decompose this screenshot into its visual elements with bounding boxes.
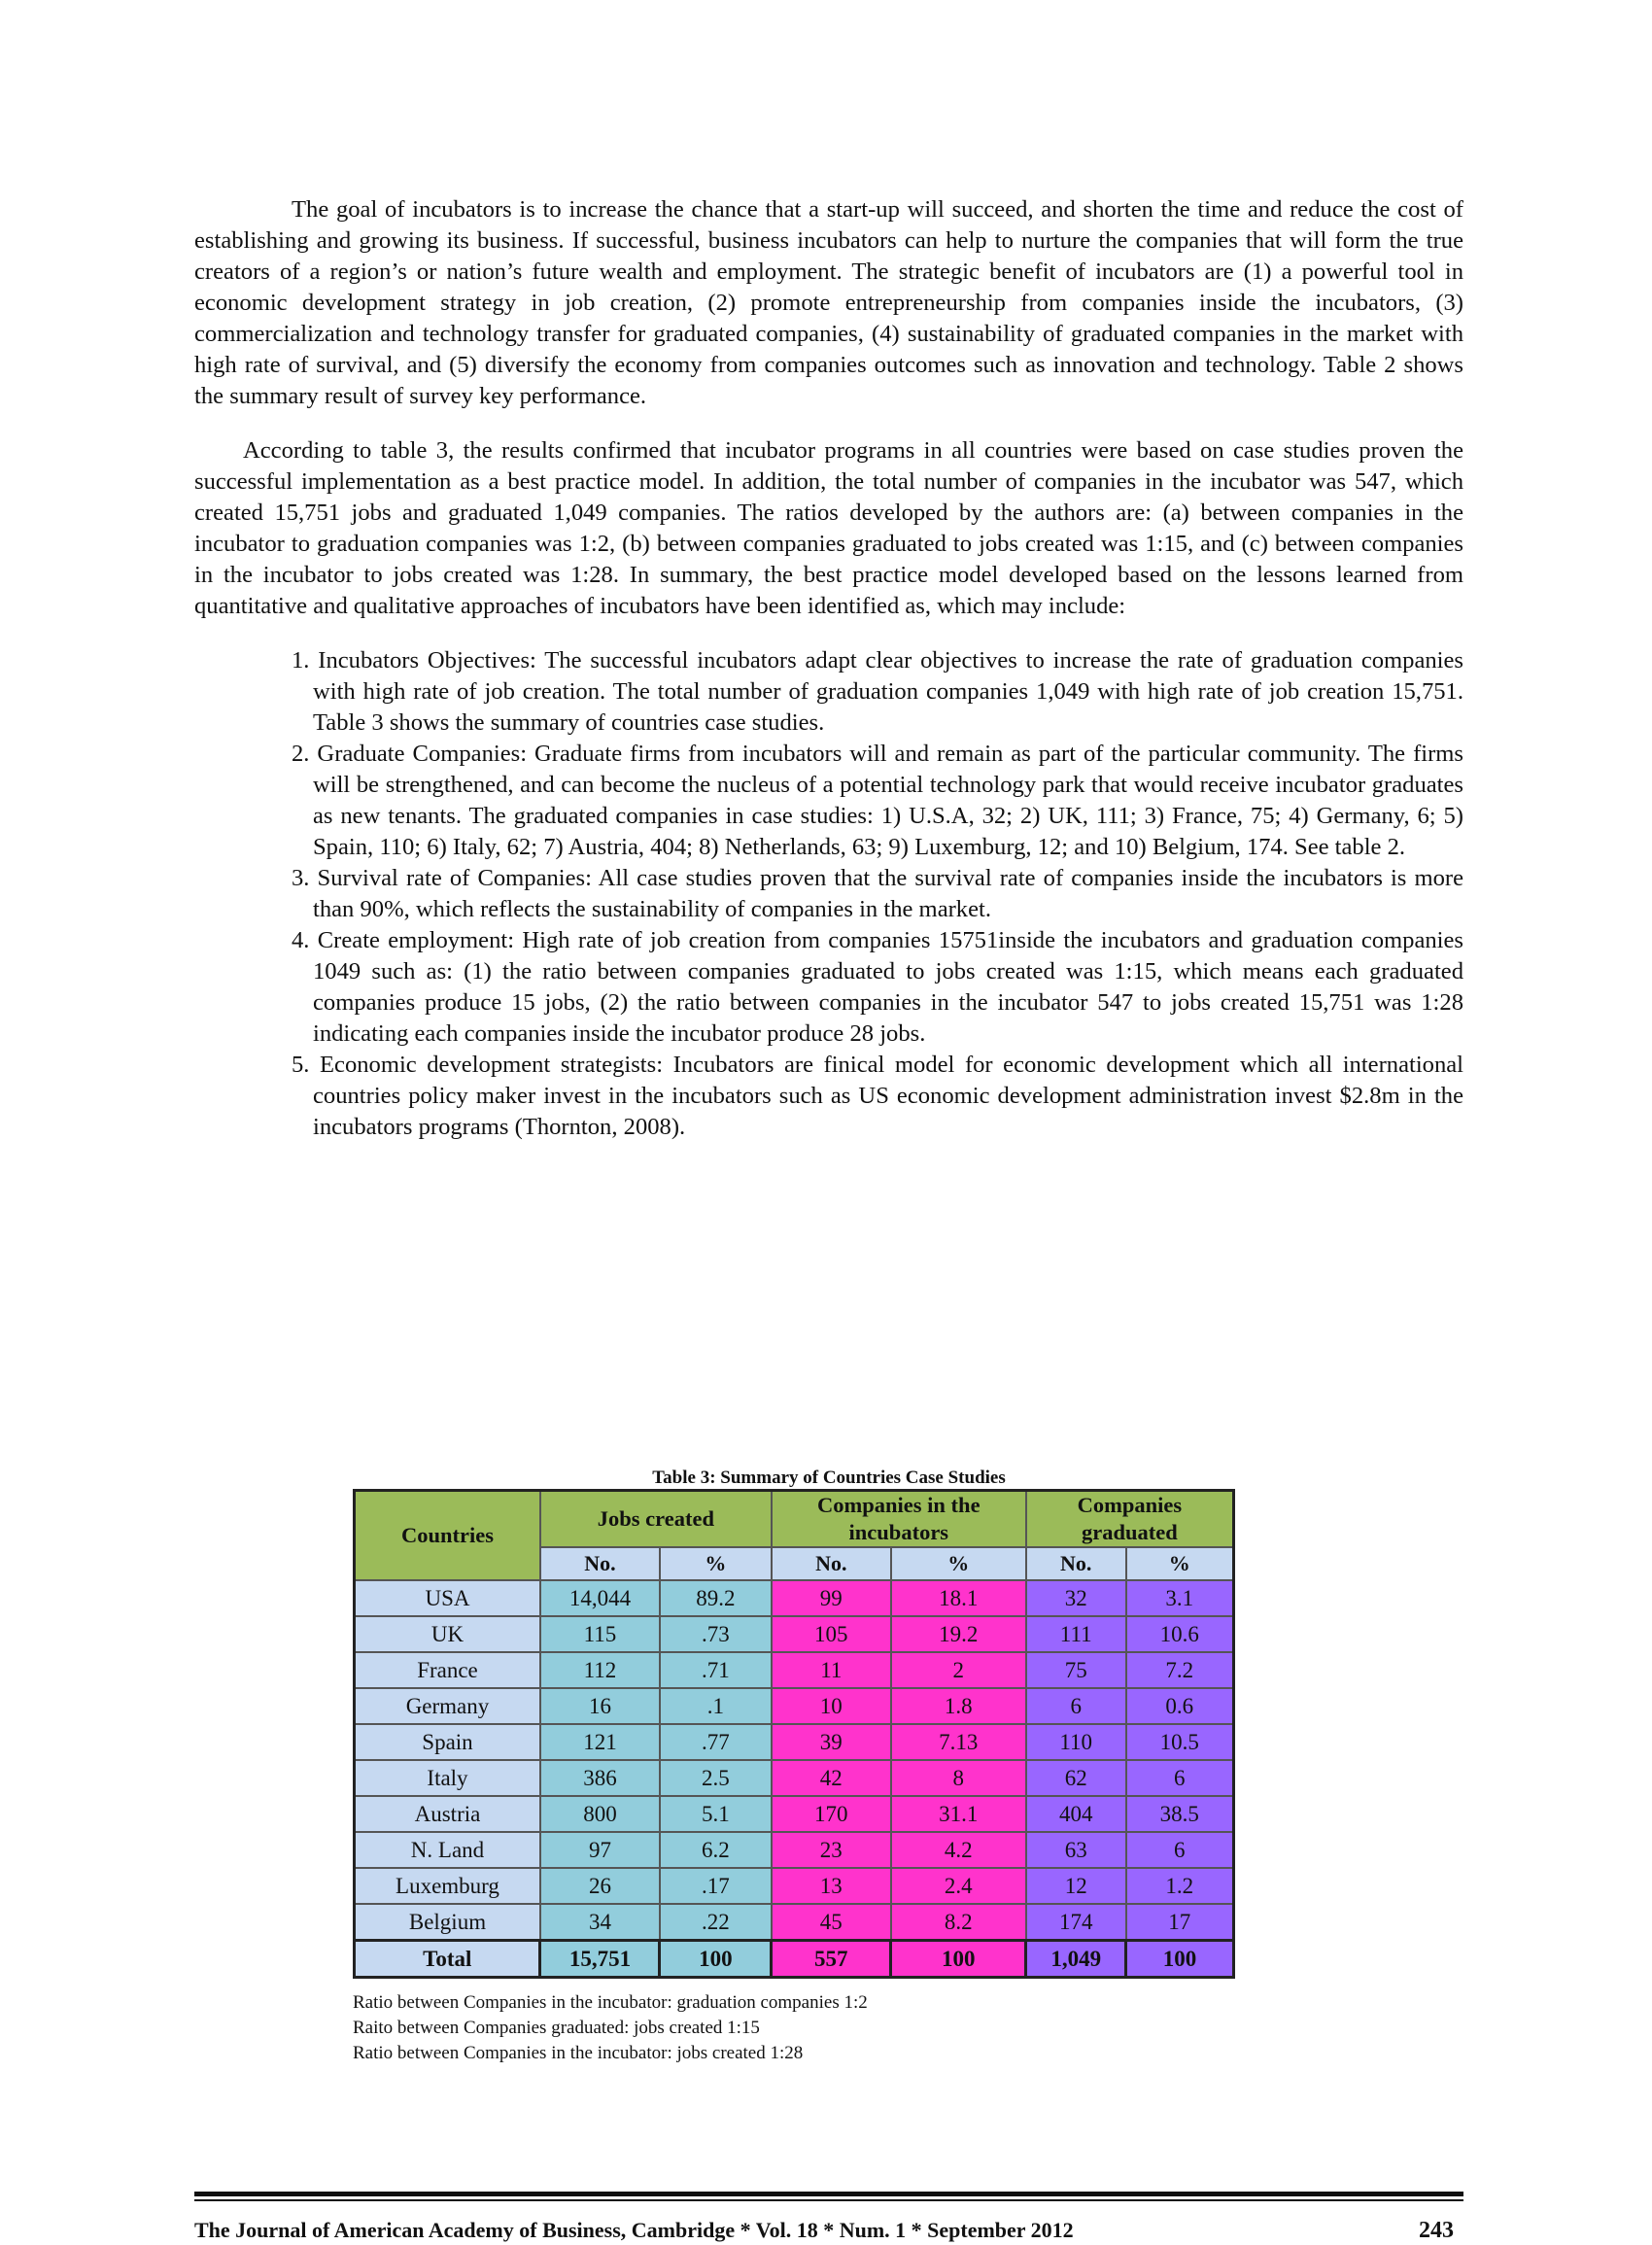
country-cell: Belgium [355,1904,540,1941]
table-cell: 17 [1126,1904,1234,1941]
table-cell: 170 [772,1796,891,1832]
table-cell: 12 [1026,1868,1126,1904]
table-cell: 45 [772,1904,891,1941]
table-cell: 0.6 [1126,1688,1234,1724]
table-cell: 1,049 [1026,1941,1126,1978]
country-cell: Germany [355,1688,540,1724]
table-cell: .17 [660,1868,772,1904]
table-cell: 100 [891,1941,1026,1978]
table-cell: 1.2 [1126,1868,1234,1904]
table-row [355,1580,1234,1616]
table-cell: .22 [660,1904,772,1941]
table-cell: 105 [772,1616,891,1652]
list-item: 3. Survival rate of Companies: All case studies proven that the survival rate of companies inside the incubators is more than 90%, which reflects the sustainability of companies in the market. [292,865,1463,922]
table-cell: 111 [1026,1616,1126,1652]
table-row [355,1724,1234,1760]
table-total-row [355,1941,1234,1978]
header-companies-graduated: Companies graduated [1026,1491,1234,1548]
table-cell: 404 [1026,1796,1126,1832]
table-notes [353,1990,868,2066]
subheader-no: No. [1026,1547,1126,1580]
table-cell: 100 [1126,1941,1234,1978]
list-item: 1. Incubators Objectives: The successful incubators adapt clear objectives to increase the rate of graduation companies with high rate of job creation. The total number of graduation companies 1,049 with high rate of job creation 15,751. Table 3 shows the summary of countries case studies. [292,647,1463,736]
table-row [355,1652,1234,1688]
paragraph-2: According to table 3, the results confirmed that incubator programs in all countries were based on case studies proven the successful implementation as a best practice model. In addition, the total number of companies in the incubator was 547, which created 15,751 jobs and graduated 1,049 companies. The ratios developed by the authors are: (a) between companies in the incubator to graduation companies was 1:2, (b) between companies graduated to jobs created was 1:15, and (c) between companies in the incubator to jobs created was 1:28. In summary, the best practice model developed based on the lessons learned from quantitative and qualitative approaches of incubators have been identified as, which may include: [194,437,1463,619]
table-cell: 386 [540,1760,660,1796]
table-cell: .71 [660,1652,772,1688]
table-cell: 3.1 [1126,1580,1234,1616]
table-body [355,1580,1234,1978]
table-row [355,1688,1234,1724]
page-content [194,194,1463,2243]
table-cell: 800 [540,1796,660,1832]
footer-rule-thick [194,2192,1463,2196]
country-cell: Luxemburg [355,1868,540,1904]
table-cell: 112 [540,1652,660,1688]
table-cell: 10.5 [1126,1724,1234,1760]
table-cell: 14,044 [540,1580,660,1616]
table-cell: 6.2 [660,1832,772,1868]
table-caption: Table 3: Summary of Countries Case Studies [652,1468,1006,1488]
footer-rule-thin [194,2199,1463,2201]
table-cell: 115 [540,1616,660,1652]
note-ratio-2: Raito between Companies graduated: jobs created 1:15 [353,2018,760,2038]
table-cell: 121 [540,1724,660,1760]
table-cell: 6 [1026,1688,1126,1724]
table-cell: 31.1 [891,1796,1026,1832]
countries-table [353,1489,1235,1979]
journal-citation: The Journal of American Academy of Business, Cambridge * Vol. 18 * Num. 1 * September 2012 [194,2218,1074,2242]
header-countries: Countries [355,1491,540,1581]
subheader-pct: % [660,1547,772,1580]
subheader-pct: % [1126,1547,1234,1580]
table-cell: 13 [772,1868,891,1904]
header-companies-incubators: Companies in the incubators [772,1491,1026,1548]
table-cell: 2.5 [660,1760,772,1796]
table-cell: .1 [660,1688,772,1724]
table-cell: 8.2 [891,1904,1026,1941]
country-cell: N. Land [355,1832,540,1868]
list-item: 4. Create employment: High rate of job creation from companies 15751inside the incubators and graduation companies 1049 such as: (1) the ratio between companies graduated to jobs created was 1:15, which means each graduated companies produce 15 jobs, (2) the ratio between companies in the incubator 547 to jobs created 15,751 was 1:28 indicating each companies inside the incubator produce 28 jobs. [292,927,1463,1047]
table-cell: 7.2 [1126,1652,1234,1688]
header-jobs-created: Jobs created [540,1491,772,1548]
table-cell: 100 [660,1941,772,1978]
page-number: 243 [1419,2218,1454,2243]
table-cell: 5.1 [660,1796,772,1832]
list-item: 2. Graduate Companies: Graduate firms from incubators will and remain as part of the particular community. The firms will be strengthened, and can become the nucleus of a potential technology park that would receive incubator graduates as new tenants. The graduated companies in case studies: 1) U.S.A, 32; 2) UK, 111; 3) France, 75; 4) Germany, 6; 5) Spain, 110; 6) Italy, 62; 7) Austria, 404; 8) Netherlands, 63; 9) Luxemburg, 12; and 10) Belgium, 174. See table 2. [292,741,1463,860]
note-ratio-1: Ratio between Companies in the incubator: graduation companies 1:2 [353,1992,868,2013]
table-cell: 6 [1126,1832,1234,1868]
table-cell: 10.6 [1126,1616,1234,1652]
page-footer [194,2216,1463,2245]
table-row [355,1616,1234,1652]
table-cell: 8 [891,1760,1026,1796]
table-row [355,1868,1234,1904]
note-ratio-3: Ratio between Companies in the incubator: jobs created 1:28 [353,2043,804,2063]
table-cell: 23 [772,1832,891,1868]
subheader-no: No. [540,1547,660,1580]
table-cell: 39 [772,1724,891,1760]
subheader-no: No. [772,1547,891,1580]
table-row [355,1760,1234,1796]
table-cell: 62 [1026,1760,1126,1796]
table-cell: 97 [540,1832,660,1868]
table-cell: 6 [1126,1760,1234,1796]
table-cell: 32 [1026,1580,1126,1616]
table-cell: 42 [772,1760,891,1796]
table-cell: 89.2 [660,1580,772,1616]
table-cell: 34 [540,1904,660,1941]
paragraph-1: The goal of incubators is to increase the chance that a start-up will succeed, and shorten the time and reduce the cost of establishing and growing its business. If successful, business incubators can help to nurture the companies that will form the true creators of a region’s or nation’s future wealth and employment. The strategic benefit of incubators are (1) a powerful tool in economic development strategy in job creation, (2) promote entrepreneurship from companies inside the incubators, (3) commercialization and technology transfer for graduated companies, (4) sustainability of graduated companies in the market with high rate of survival, and (5) diversify the economy from companies outcomes such as innovation and technology. Table 2 shows the summary result of survey key performance. [194,196,1463,409]
table-cell: 26 [540,1868,660,1904]
table-cell: 18.1 [891,1580,1026,1616]
country-cell: Spain [355,1724,540,1760]
table-cell: 110 [1026,1724,1126,1760]
country-cell: France [355,1652,540,1688]
table-cell: 2.4 [891,1868,1026,1904]
table-cell: 1.8 [891,1688,1026,1724]
table-cell: 63 [1026,1832,1126,1868]
table-cell: 16 [540,1688,660,1724]
table-cell: .77 [660,1724,772,1760]
table-cell: 99 [772,1580,891,1616]
country-cell: Austria [355,1796,540,1832]
list-item: 5. Economic development strategists: Incubators are finical model for economic development which all international countries policy maker invest in the incubators such as US economic development administration invest $2.8m in the incubators programs (Thornton, 2008). [292,1052,1463,1140]
table-cell: 15,751 [540,1941,660,1978]
table-cell: 174 [1026,1904,1126,1941]
country-cell: Total [355,1941,540,1978]
table-row [355,1796,1234,1832]
table-cell: .73 [660,1616,772,1652]
table-cell: 19.2 [891,1616,1026,1652]
table-cell: 38.5 [1126,1796,1234,1832]
subheader-pct: % [891,1547,1026,1580]
country-cell: UK [355,1616,540,1652]
table-cell: 11 [772,1652,891,1688]
table-row [355,1904,1234,1941]
table-cell: 557 [772,1941,891,1978]
table-cell: 7.13 [891,1724,1026,1760]
table-cell: 10 [772,1688,891,1724]
table-cell: 4.2 [891,1832,1026,1868]
table-cell: 2 [891,1652,1026,1688]
country-cell: Italy [355,1760,540,1796]
best-practice-list [194,645,1463,1143]
table-row [355,1832,1234,1868]
table-cell: 75 [1026,1652,1126,1688]
country-cell: USA [355,1580,540,1616]
